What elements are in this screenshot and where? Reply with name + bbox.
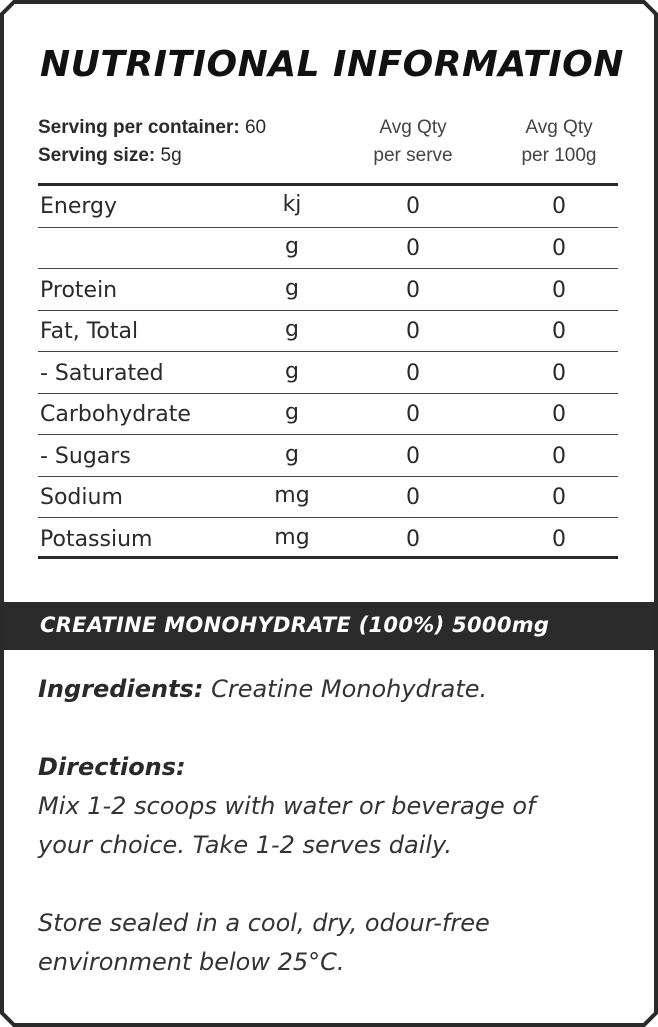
directions-label: Directions: [38, 753, 186, 781]
table-row [38, 311, 618, 352]
value-per-100g: 0 [552, 194, 566, 219]
value-per-100g: 0 [552, 361, 566, 386]
value-per-100g: 0 [552, 319, 566, 344]
directions-line-1: Mix 1-2 scoops with water or beverage of [38, 792, 536, 820]
value-per-serve: 0 [406, 319, 420, 344]
table-row [38, 436, 618, 477]
nutrient-unit: mg [274, 525, 310, 550]
nutrient-name: - Saturated [40, 361, 164, 386]
panel-title: NUTRITIONAL INFORMATION [40, 44, 624, 85]
value-per-serve: 0 [406, 236, 420, 261]
value-per-100g: 0 [552, 278, 566, 303]
table-row [38, 394, 618, 435]
nutrient-name: Fat, Total [40, 319, 139, 344]
nutrient-unit: g [285, 276, 299, 301]
table-bottom-rule [38, 556, 618, 559]
directions [38, 748, 628, 865]
table-row [38, 270, 618, 311]
product-band-text: CREATINE MONOHYDRATE (100%) 5000mg [40, 613, 550, 637]
value-per-100g: 0 [552, 236, 566, 261]
nutrient-unit: kj [282, 192, 302, 217]
ingredients-label: Ingredients: [38, 675, 204, 703]
nutrient-name: Potassium [40, 527, 153, 552]
table-row [38, 519, 618, 560]
value-per-serve: 0 [406, 402, 420, 427]
nutrient-name: - Sugars [40, 444, 131, 469]
value-per-100g: 0 [552, 402, 566, 427]
ingredients-text: Creatine Monohydrate. [211, 675, 488, 703]
row-divider [38, 517, 618, 518]
table-row [38, 477, 618, 518]
nutrient-unit: g [285, 442, 299, 467]
storage-instructions [38, 904, 628, 982]
value-per-serve: 0 [406, 278, 420, 303]
nutrient-unit: g [285, 317, 299, 342]
nutrient-unit: mg [274, 483, 310, 508]
column-header-per-100g: Avg Qty per 100g [521, 117, 597, 166]
table-row [38, 353, 618, 394]
ingredients [38, 670, 628, 709]
directions-line-2: your choice. Take 1-2 serves daily. [38, 831, 453, 859]
row-divider [38, 268, 618, 269]
nutrient-name: Sodium [40, 485, 123, 510]
value-per-serve: 0 [406, 361, 420, 386]
nutrient-name: Carbohydrate [40, 402, 191, 427]
product-band [4, 602, 654, 650]
table-row [38, 228, 618, 269]
serving-size: Serving size: 5g [38, 145, 182, 166]
storage-line-1: Store sealed in a cool, dry, odour-free [38, 909, 490, 937]
nutrient-unit: g [285, 359, 299, 384]
serving-per-container: Serving per container: 60 [38, 117, 267, 138]
serving-info [38, 114, 266, 170]
value-per-100g: 0 [552, 485, 566, 510]
row-divider [38, 351, 618, 352]
nutrient-name: Protein [40, 278, 118, 303]
storage-line-2: environment below 25°C. [38, 948, 345, 976]
row-divider [38, 434, 618, 435]
nutrient-unit: g [285, 234, 299, 259]
table-row [38, 186, 618, 227]
value-per-100g: 0 [552, 444, 566, 469]
value-per-serve: 0 [406, 527, 420, 552]
nutrient-unit: g [285, 400, 299, 425]
value-per-100g: 0 [552, 527, 566, 552]
value-per-serve: 0 [406, 194, 420, 219]
value-per-serve: 0 [406, 485, 420, 510]
column-header-per-serve: Avg Qty per serve [373, 117, 453, 166]
value-per-serve: 0 [406, 444, 420, 469]
nutrient-name: Energy [40, 194, 118, 219]
